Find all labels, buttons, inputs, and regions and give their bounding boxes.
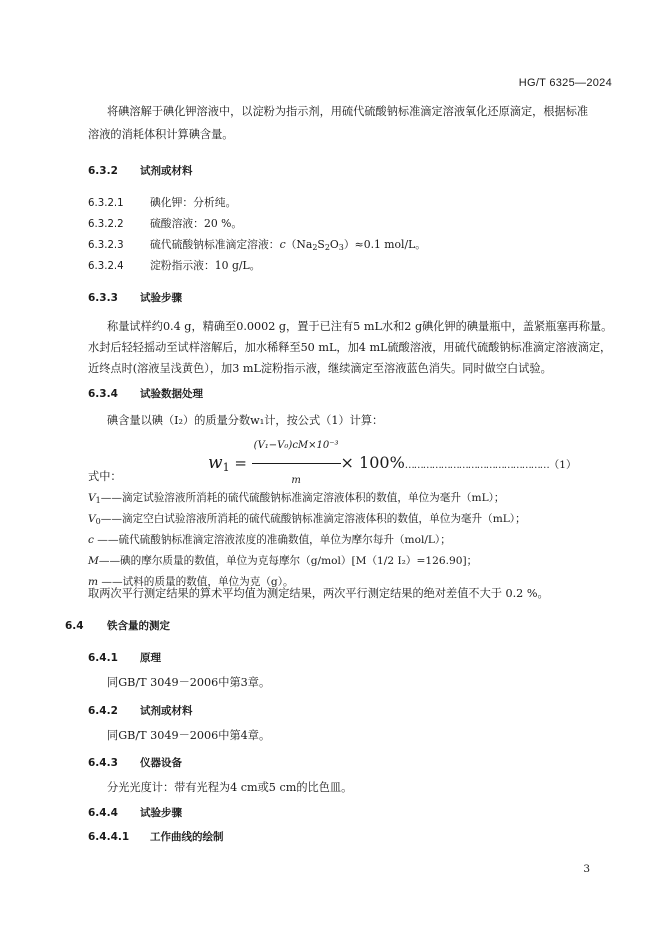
section-6-3-2-heading [88, 163, 193, 178]
definition-text: ——试料的质量的数值，单位为克（g）。 [98, 576, 294, 588]
item-6-3-2-2 [88, 216, 242, 231]
result-rule: 取两次平行测定结果的算术平均值为测定结果，两次平行测定结果的绝对差值不大于 0.2 %。 [88, 587, 549, 600]
procedure-line-1: 称量试样约0.4 g，精确至0.0002 g，置于已注有5 mL水和2 g碘化钾的碘量瓶中，盖紧瓶塞再称量。 [107, 320, 613, 333]
standard-number: HG/T 6325—2024 [518, 77, 612, 89]
section-6-4-2-text: 同GB/T 3049－2006中第4章。 [107, 729, 271, 742]
section-title: 铁含量的测定 [107, 620, 170, 632]
section-6-4-heading [65, 618, 170, 633]
procedure-line-2: 水封后轻轻摇动至试样溶解后，加水稀释至50 mL，加4 mL硫酸溶液，用硫代硫酸钠标准滴定溶液滴定， [88, 341, 612, 354]
section-number: 6.4.2 [88, 705, 118, 717]
definition-m-molar [88, 550, 477, 572]
equation-number: （1） [548, 459, 577, 471]
subscript: 2 [312, 243, 318, 252]
item-6-3-2-3 [88, 237, 426, 252]
section-number: 6.3.2 [88, 165, 118, 177]
footer-watermark [155, 908, 505, 922]
section-title: 原理 [140, 652, 161, 664]
section-6-4-1-heading [88, 650, 161, 665]
section-number: 6.4.4 [88, 807, 118, 819]
item-number: 6.3.2.3 [88, 240, 124, 251]
formula-rhs: × 100% [340, 453, 405, 472]
item-6-3-2-1 [88, 195, 236, 210]
section-title: 试剂或材料 [140, 705, 193, 717]
formula-denominator: m [291, 475, 301, 486]
section-6-3-4-heading [88, 386, 203, 401]
item-number: 6.3.2.2 [88, 219, 124, 230]
symbol: V [88, 492, 96, 504]
procedure-line-3: 近终点时(溶液呈浅黄色），加3 mL淀粉指示液，继续滴定至溶液蓝色消失。同时做空白试验。 [88, 362, 552, 375]
formula-numerator: (V₁−V₀)cM×10⁻³ [252, 430, 341, 464]
section-6-4-3-text: 分光光度计：带有光程为4 cm或5 cm的比色皿。 [107, 781, 353, 794]
concentration-symbol: c [279, 238, 286, 251]
section-6-4-1-text: 同GB/T 3049－2006中第3章。 [107, 676, 271, 689]
symbol: c [88, 534, 94, 546]
formula-lhs-subscript: 1 [222, 461, 230, 474]
section-number: 6.4.4.1 [88, 831, 130, 843]
definition-text: ——碘的摩尔质量的数值，单位为克每摩尔（g/mol）[M（1/2 I₂）=126.90]； [98, 555, 478, 567]
section-title: 试验步骤 [140, 807, 182, 819]
section-number: 6.4.1 [88, 652, 118, 664]
item-text: 碘化钾：分析纯。 [150, 196, 237, 209]
item-number: 6.3.2.1 [88, 198, 124, 209]
section-title: 仪器设备 [140, 757, 182, 769]
section-6-3-3-heading [88, 290, 182, 305]
item-text: 硫代硫酸钠标准滴定溶液： [150, 238, 280, 251]
section-6-4-4-1-heading [88, 829, 224, 844]
formula-part: ）≈0.1 mol/L。 [343, 238, 427, 251]
symbol: V [88, 513, 96, 525]
section-title: 试剂或材料 [140, 165, 193, 177]
symbol: M [88, 555, 99, 567]
section-number: 6.4.3 [88, 757, 118, 769]
calculation-intro: 碘含量以碘（I₂）的质量分数w₁计，按公式（1）计算： [107, 414, 384, 427]
formula-part: （Na [285, 238, 313, 251]
definition-c [88, 529, 451, 551]
page-number: 3 [583, 863, 590, 875]
section-6-4-3-heading [88, 755, 182, 770]
subscript: 3 [338, 243, 344, 252]
item-text: 淀粉指示液：10 g/L。 [150, 259, 261, 272]
where-label: 式中： [88, 470, 122, 483]
section-6-4-4-heading [88, 805, 182, 820]
section-6-4-2-heading [88, 703, 193, 718]
section-title: 试验步骤 [140, 292, 182, 304]
symbol: m [88, 576, 99, 588]
formula-part: O [329, 238, 339, 251]
item-number: 6.3.2.4 [88, 261, 124, 272]
intro-line-2: 溶液的消耗体积计算碘含量。 [88, 128, 234, 141]
formula-leader: ………………………………………… [404, 460, 549, 471]
symbol-subscript: 0 [95, 517, 101, 526]
definition-text: ——硫代硫酸钠标准滴定溶液浓度的准确数值，单位为摩尔每升（mol/L）； [93, 534, 451, 546]
item-6-3-2-4 [88, 258, 260, 273]
intro-line-1: 将碘溶解于碘化钾溶液中，以淀粉为指示剂，用硫代硫酸钠标准滴定溶液氧化还原滴定，根据标准 [107, 105, 589, 118]
section-title: 工作曲线的绘制 [150, 831, 224, 843]
formula-1: w1 = $\frac{\text{(V₁−V₀)cM×10⁻³}}{m}$ × 100%…………………………………………（1） [208, 430, 576, 462]
subscript: 2 [324, 243, 330, 252]
definition-text: ——滴定空白试验溶液所消耗的硫代硫酸钠标准滴定溶液体积的数值，单位为毫升（mL）； [100, 513, 526, 525]
formula-lhs: w [208, 453, 223, 473]
section-number: 6.3.4 [88, 388, 118, 400]
section-number: 6.4 [65, 620, 84, 632]
formula-part: S [317, 238, 325, 251]
section-number: 6.3.3 [88, 292, 118, 304]
definition-text: ——滴定试验溶液所消耗的硫代硫酸钠标准滴定溶液体积的数值，单位为毫升（mL）； [100, 492, 505, 504]
section-title: 试验数据处理 [140, 388, 203, 400]
symbol-subscript: 1 [95, 496, 101, 505]
item-text: 硫酸溶液：20 %。 [150, 217, 243, 230]
